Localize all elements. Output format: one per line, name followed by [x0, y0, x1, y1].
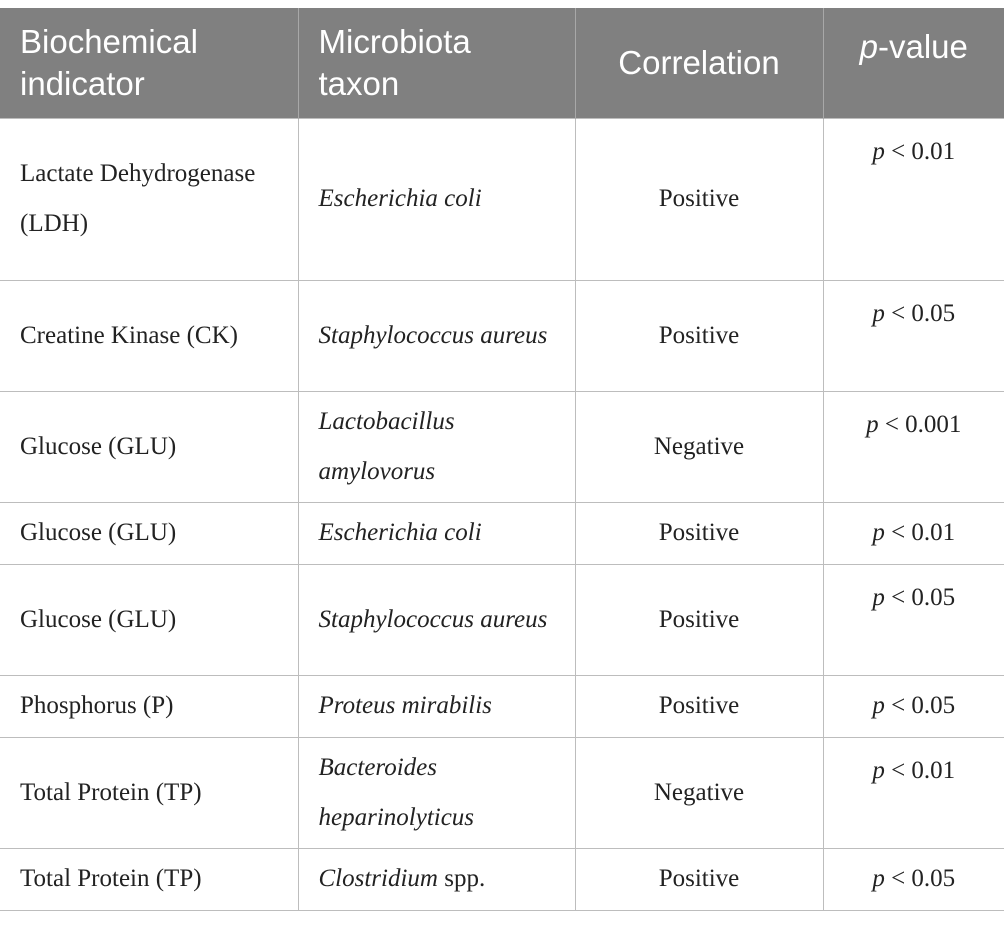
header-p-suffix: -value [877, 28, 968, 65]
table-row [0, 118, 1004, 280]
table-header [0, 8, 1004, 118]
cell-taxon [298, 391, 575, 502]
cell-p-value [823, 118, 1004, 280]
taxon-name: Clostridium [318, 865, 438, 892]
cell-indicator: Phosphorus (P) [0, 675, 298, 737]
cell-correlation: Negative [575, 391, 823, 502]
p-symbol: p [872, 756, 885, 784]
table-row [0, 675, 1004, 737]
header-correlation: Correlation [575, 8, 823, 118]
cell-p-value [823, 675, 1004, 737]
cell-taxon [298, 502, 575, 564]
cell-p-value [823, 564, 1004, 675]
cell-indicator: Glucose (GLU) [0, 391, 298, 502]
table-row [0, 280, 1004, 391]
cell-correlation: Positive [575, 848, 823, 910]
cell-taxon [298, 848, 575, 910]
table-row [0, 391, 1004, 502]
p-symbol: p [872, 692, 885, 719]
header-microbiota-taxon: Microbiota taxon [298, 8, 575, 118]
cell-correlation: Positive [575, 502, 823, 564]
cell-taxon [298, 737, 575, 848]
cell-taxon [298, 675, 575, 737]
p-threshold: < 0.01 [884, 137, 956, 165]
cell-taxon [298, 564, 575, 675]
p-threshold: < 0.01 [884, 756, 956, 784]
cell-indicator: Glucose (GLU) [0, 502, 298, 564]
cell-p-value [823, 391, 1004, 502]
header-p-symbol: p [859, 28, 878, 65]
cell-p-value [823, 502, 1004, 564]
cell-correlation: Positive [575, 118, 823, 280]
p-symbol: p [872, 299, 885, 327]
taxon-name: Staphylococcus aureus [318, 321, 548, 349]
cell-taxon [298, 118, 575, 280]
cell-p-value [823, 848, 1004, 910]
header-row [0, 8, 1004, 118]
table-body [0, 118, 1004, 910]
p-symbol: p [866, 410, 879, 438]
taxon-name: Escherichia coli [318, 185, 482, 212]
p-symbol: p [872, 137, 885, 165]
taxon-suffix: spp. [437, 865, 486, 892]
cell-correlation: Positive [575, 675, 823, 737]
cell-indicator: Total Protein (TP) [0, 848, 298, 910]
p-threshold: < 0.05 [884, 865, 956, 892]
taxon-name: Lactobacillus amylovorus [318, 407, 455, 485]
cell-correlation: Positive [575, 280, 823, 391]
p-threshold: < 0.01 [884, 519, 956, 546]
table-row [0, 848, 1004, 910]
p-threshold: < 0.001 [878, 410, 962, 438]
p-threshold: < 0.05 [884, 692, 956, 719]
cell-p-value [823, 737, 1004, 848]
cell-correlation: Negative [575, 737, 823, 848]
p-symbol: p [872, 583, 885, 611]
taxon-name: Proteus mirabilis [318, 692, 492, 719]
cell-p-value [823, 280, 1004, 391]
header-p-value [823, 8, 1004, 118]
table-row [0, 737, 1004, 848]
p-threshold: < 0.05 [884, 583, 956, 611]
header-biochemical-indicator: Biochemical indicator [0, 8, 298, 118]
taxon-name: Staphylococcus aureus [318, 605, 548, 633]
cell-indicator: Lactate Dehydrogenase (LDH) [0, 118, 298, 280]
p-threshold: < 0.05 [884, 299, 956, 327]
table-row [0, 564, 1004, 675]
p-symbol: p [872, 519, 885, 546]
taxon-name: Bacteroides heparinolyticus [318, 753, 475, 831]
correlation-table [0, 8, 1004, 911]
cell-indicator: Glucose (GLU) [0, 564, 298, 675]
cell-indicator: Creatine Kinase (CK) [0, 280, 298, 391]
cell-taxon [298, 280, 575, 391]
cell-indicator: Total Protein (TP) [0, 737, 298, 848]
taxon-name: Escherichia coli [318, 519, 482, 546]
cell-correlation: Positive [575, 564, 823, 675]
p-symbol: p [872, 865, 885, 892]
table-row [0, 502, 1004, 564]
